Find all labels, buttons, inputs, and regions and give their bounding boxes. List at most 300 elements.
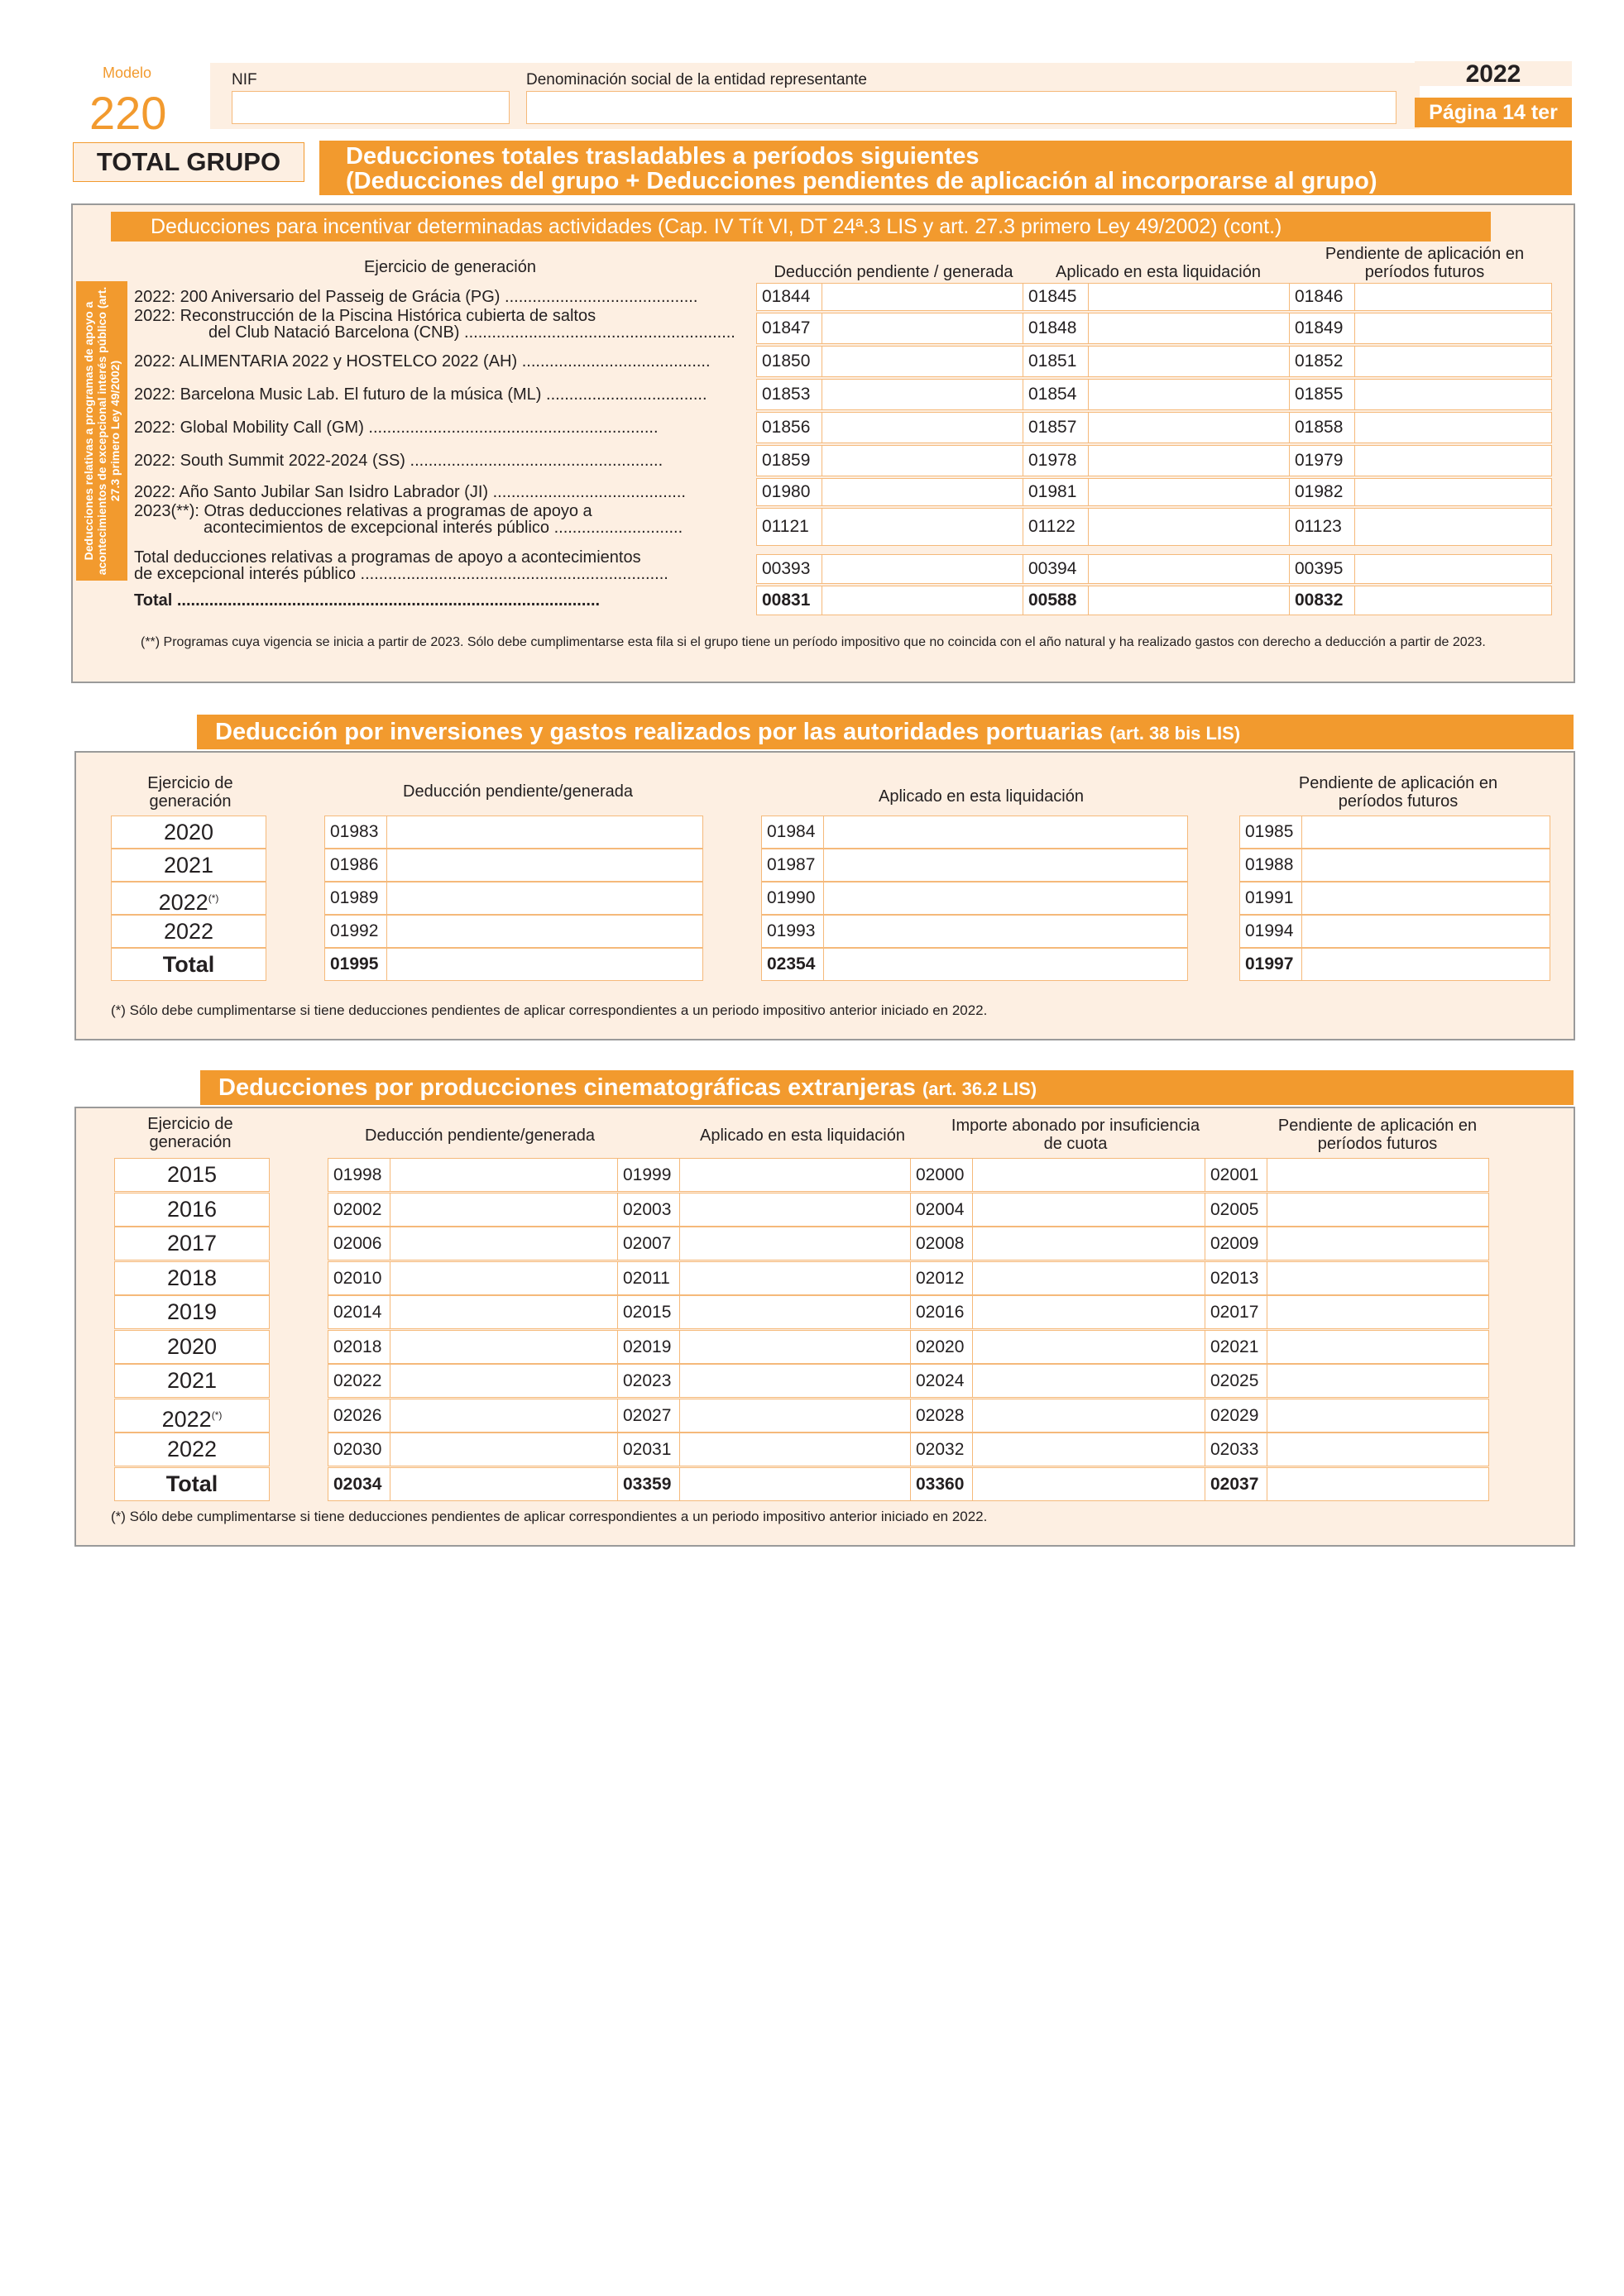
amount-field[interactable] bbox=[761, 849, 1188, 882]
amount-input[interactable] bbox=[822, 413, 1023, 442]
amount-input[interactable] bbox=[390, 1331, 621, 1363]
amount-input[interactable] bbox=[824, 849, 1187, 881]
amount-input[interactable] bbox=[390, 1159, 621, 1191]
section1-note: (**) Programas cuya vigencia se inicia a partir de 2023. Sólo debe cumplimentarse esta fila si el grupo tiene un período impositivo que no coincida con el año natural y ha realizado gastos con derecho a deducción a partir de 2023. bbox=[141, 635, 1486, 649]
amount-field[interactable] bbox=[617, 1330, 913, 1364]
amount-input[interactable] bbox=[822, 313, 1023, 343]
total-grupo-badge: TOTAL GRUPO bbox=[73, 142, 304, 182]
field-code: 00393 bbox=[757, 555, 822, 583]
amount-field[interactable] bbox=[1289, 508, 1552, 546]
amount-field[interactable] bbox=[328, 1295, 622, 1329]
field-code: 02010 bbox=[328, 1262, 390, 1294]
field-code: 02003 bbox=[618, 1193, 680, 1226]
row-label: 2023(**): Otras deducciones relativas a programas de apoyo a bbox=[134, 502, 592, 520]
field-code: 02012 bbox=[911, 1262, 973, 1294]
amount-field[interactable] bbox=[1205, 1193, 1489, 1227]
amount-field[interactable] bbox=[328, 1227, 622, 1260]
amount-input[interactable] bbox=[390, 1468, 621, 1500]
amount-field[interactable] bbox=[1239, 882, 1550, 915]
row-label-cont: de excepcional interés público ................................................................... bbox=[134, 565, 668, 583]
amount-input[interactable] bbox=[1302, 883, 1550, 914]
amount-input[interactable] bbox=[973, 1296, 1207, 1328]
amount-input[interactable] bbox=[822, 284, 1023, 310]
amount-input[interactable] bbox=[973, 1159, 1207, 1191]
amount-input[interactable] bbox=[1355, 509, 1551, 545]
amount-field[interactable] bbox=[1023, 586, 1291, 615]
amount-input[interactable] bbox=[973, 1468, 1207, 1500]
field-code: 01850 bbox=[757, 347, 822, 376]
field-code: 01998 bbox=[328, 1159, 390, 1191]
year-label: 2022(*) bbox=[114, 1399, 270, 1433]
field-code: 02024 bbox=[911, 1365, 973, 1397]
amount-field[interactable] bbox=[1205, 1364, 1489, 1398]
field-code: 01123 bbox=[1290, 509, 1355, 545]
amount-input[interactable] bbox=[1267, 1331, 1488, 1363]
amount-input[interactable] bbox=[1355, 347, 1551, 376]
amount-input[interactable] bbox=[1267, 1159, 1488, 1191]
amount-field[interactable] bbox=[761, 948, 1188, 981]
amount-field[interactable] bbox=[1239, 816, 1550, 849]
year-label: Total bbox=[111, 948, 266, 981]
field-code: 02014 bbox=[328, 1296, 390, 1328]
field-code: 01851 bbox=[1023, 347, 1089, 376]
amount-field[interactable] bbox=[328, 1261, 622, 1295]
amount-field[interactable] bbox=[328, 1330, 622, 1364]
amount-field[interactable] bbox=[617, 1193, 913, 1227]
amount-input[interactable] bbox=[973, 1331, 1207, 1363]
field-code: 02020 bbox=[911, 1331, 973, 1363]
section3-col-aplicado: Aplicado en esta liquidación bbox=[700, 1126, 905, 1145]
amount-field[interactable] bbox=[1289, 346, 1552, 377]
amount-field[interactable] bbox=[910, 1433, 1208, 1466]
amount-field[interactable] bbox=[756, 379, 1024, 410]
amount-field[interactable] bbox=[910, 1295, 1208, 1329]
amount-input[interactable] bbox=[1355, 313, 1551, 343]
amount-field[interactable] bbox=[756, 478, 1024, 506]
amount-field[interactable] bbox=[1239, 915, 1550, 948]
amount-input[interactable] bbox=[680, 1433, 913, 1466]
section3-banner-title: Deducciones por producciones cinematográficas extranjeras bbox=[218, 1074, 916, 1101]
amount-input[interactable] bbox=[824, 816, 1187, 848]
field-code: 01853 bbox=[757, 380, 822, 409]
amount-field[interactable] bbox=[1205, 1433, 1489, 1466]
section2-col-pendiente-futuros: Pendiente de aplicación en períodos futuros bbox=[1298, 774, 1498, 811]
amount-input[interactable] bbox=[1089, 446, 1290, 476]
amount-input[interactable] bbox=[1355, 586, 1551, 615]
nif-label: NIF bbox=[232, 71, 257, 88]
field-code: 01848 bbox=[1023, 313, 1089, 343]
year-label: 2018 bbox=[114, 1261, 270, 1295]
amount-input[interactable] bbox=[1089, 479, 1290, 505]
amount-field[interactable] bbox=[910, 1193, 1208, 1227]
amount-field[interactable] bbox=[1023, 445, 1291, 476]
amount-input[interactable] bbox=[1089, 555, 1290, 583]
amount-input[interactable] bbox=[1267, 1296, 1488, 1328]
amount-field[interactable] bbox=[1023, 379, 1291, 410]
page-title-line1: Deducciones totales trasladables a períodos siguientes bbox=[346, 143, 980, 170]
amount-field[interactable] bbox=[617, 1261, 913, 1295]
amount-field[interactable] bbox=[756, 554, 1024, 584]
amount-input[interactable] bbox=[390, 1193, 621, 1226]
amount-input[interactable] bbox=[822, 509, 1023, 545]
amount-field[interactable] bbox=[756, 445, 1024, 476]
row-label: 2022: Global Mobility Call (GM) ............................................................... bbox=[134, 419, 659, 437]
modelo-label: Modelo bbox=[103, 65, 152, 81]
year-label: 2020 bbox=[114, 1330, 270, 1364]
amount-input[interactable] bbox=[680, 1331, 913, 1363]
amount-input[interactable] bbox=[1267, 1262, 1488, 1294]
amount-field[interactable] bbox=[1289, 379, 1552, 410]
field-code: 03360 bbox=[911, 1468, 973, 1500]
amount-field[interactable] bbox=[324, 948, 703, 981]
amount-input[interactable] bbox=[1355, 479, 1551, 505]
amount-input[interactable] bbox=[1089, 586, 1290, 615]
amount-field[interactable] bbox=[1023, 554, 1291, 584]
section2-col-pendiente-generada: Deducción pendiente/generada bbox=[403, 782, 633, 801]
amount-field[interactable] bbox=[910, 1330, 1208, 1364]
field-code: 00588 bbox=[1023, 586, 1089, 615]
field-code: 01847 bbox=[757, 313, 822, 343]
field-code: 01978 bbox=[1023, 446, 1089, 476]
amount-input[interactable] bbox=[387, 949, 702, 980]
section2-col-ejercicio: Ejercicio de generación bbox=[147, 774, 233, 811]
amount-input[interactable] bbox=[387, 883, 702, 914]
field-code: 01858 bbox=[1290, 413, 1355, 442]
row-label: Total deducciones relativas a programas de apoyo a acontecimientos bbox=[134, 548, 641, 567]
field-code: 02017 bbox=[1205, 1296, 1267, 1328]
field-code: 01844 bbox=[757, 284, 822, 310]
row-label: 2022: Año Santo Jubilar San Isidro Labrador (JI) .......................................... bbox=[134, 483, 686, 501]
amount-input[interactable] bbox=[973, 1227, 1207, 1260]
row-label-cont: acontecimientos de excepcional interés público ............................ bbox=[204, 519, 683, 537]
field-code: 01987 bbox=[762, 849, 824, 881]
amount-input[interactable] bbox=[1267, 1433, 1488, 1466]
field-code: 01995 bbox=[325, 949, 387, 980]
amount-field[interactable] bbox=[756, 586, 1024, 615]
field-code: 01854 bbox=[1023, 380, 1089, 409]
field-code: 01982 bbox=[1290, 479, 1355, 505]
amount-field[interactable] bbox=[1205, 1467, 1489, 1501]
section1-col-ejercicio: Ejercicio de generación bbox=[364, 258, 536, 276]
section3-col-pendiente-generada: Deducción pendiente/generada bbox=[365, 1126, 595, 1145]
field-code: 01983 bbox=[325, 816, 387, 848]
amount-input[interactable] bbox=[1302, 916, 1550, 947]
amount-field[interactable] bbox=[1023, 412, 1291, 443]
amount-input[interactable] bbox=[390, 1296, 621, 1328]
field-code: 02031 bbox=[618, 1433, 680, 1466]
row-label: 2022: ALIMENTARIA 2022 y HOSTELCO 2022 (AH) ......................................... bbox=[134, 352, 711, 371]
amount-input[interactable] bbox=[973, 1262, 1207, 1294]
amount-input[interactable] bbox=[1267, 1227, 1488, 1260]
amount-field[interactable] bbox=[910, 1364, 1208, 1398]
field-code: 01989 bbox=[325, 883, 387, 914]
field-code: 01121 bbox=[757, 509, 822, 545]
amount-field[interactable] bbox=[756, 346, 1024, 377]
field-code: 02030 bbox=[328, 1433, 390, 1466]
amount-input[interactable] bbox=[1267, 1193, 1488, 1226]
amount-input[interactable] bbox=[822, 555, 1023, 583]
section1-col-aplicado: Aplicado en esta liquidación bbox=[1056, 263, 1261, 281]
field-code: 01985 bbox=[1240, 816, 1302, 848]
section1-banner: Deducciones para incentivar determinadas actividades (Cap. IV Tít VI, DT 24ª.3 LIS y art. 27.3 primero Ley 49/2002) (cont.) bbox=[111, 212, 1491, 242]
amount-field[interactable] bbox=[756, 313, 1024, 344]
field-code: 02021 bbox=[1205, 1331, 1267, 1363]
field-code: 02018 bbox=[328, 1331, 390, 1363]
field-code: 02019 bbox=[618, 1331, 680, 1363]
field-code: 02002 bbox=[328, 1193, 390, 1226]
field-code: 01849 bbox=[1290, 313, 1355, 343]
field-code: 02011 bbox=[618, 1262, 680, 1294]
nif-field[interactable] bbox=[232, 91, 510, 124]
row-label: 2022: 200 Aniversario del Passeig de Grácia (PG) .......................................... bbox=[134, 288, 698, 306]
amount-field[interactable] bbox=[1289, 445, 1552, 476]
section3-col-pendiente-futuros: Pendiente de aplicación en períodos futuros bbox=[1277, 1117, 1478, 1153]
amount-input[interactable] bbox=[1267, 1399, 1488, 1432]
section1-col-pendiente-futuros: Pendiente de aplicación en períodos futuros bbox=[1325, 245, 1525, 281]
year-label: 2022(*) bbox=[111, 882, 266, 915]
field-code: 02004 bbox=[911, 1193, 973, 1226]
amount-field[interactable] bbox=[756, 508, 1024, 546]
year-label: 2016 bbox=[114, 1193, 270, 1227]
amount-input[interactable] bbox=[680, 1365, 913, 1397]
section1-side-label: Deducciones relativas a programas de apoyo a acontecimientos de excepcional interés público (art. 27.3 primero Ley 49/2002) bbox=[76, 281, 127, 581]
amount-field[interactable] bbox=[1289, 478, 1552, 506]
field-code: 01990 bbox=[762, 883, 824, 914]
field-code: 01994 bbox=[1240, 916, 1302, 947]
amount-field[interactable] bbox=[328, 1399, 622, 1433]
field-code: 02029 bbox=[1205, 1399, 1267, 1432]
section3-col-ejercicio: Ejercicio de generación bbox=[147, 1115, 233, 1151]
amount-input[interactable] bbox=[390, 1399, 621, 1432]
field-code: 02028 bbox=[911, 1399, 973, 1432]
year-label: Total bbox=[114, 1467, 270, 1501]
amount-field[interactable] bbox=[328, 1467, 622, 1501]
field-code: 01992 bbox=[325, 916, 387, 947]
amount-field[interactable] bbox=[1205, 1295, 1489, 1329]
amount-input[interactable] bbox=[1089, 380, 1290, 409]
field-code: 01991 bbox=[1240, 883, 1302, 914]
year-label: 2022 bbox=[114, 1433, 270, 1466]
section2-note: (*) Sólo debe cumplimentarse si tiene deducciones pendientes de aplicar correspondientes a un periodo impositivo anterior iniciado en 2022. bbox=[111, 1002, 988, 1018]
amount-field[interactable] bbox=[761, 915, 1188, 948]
field-code: 03359 bbox=[618, 1468, 680, 1500]
amount-input[interactable] bbox=[824, 916, 1187, 947]
field-code: 02001 bbox=[1205, 1159, 1267, 1191]
amount-field[interactable] bbox=[1289, 586, 1552, 615]
amount-field[interactable] bbox=[756, 283, 1024, 311]
amount-field[interactable] bbox=[617, 1227, 913, 1260]
amount-input[interactable] bbox=[1267, 1468, 1488, 1500]
amount-input[interactable] bbox=[822, 380, 1023, 409]
field-code: 02013 bbox=[1205, 1262, 1267, 1294]
amount-input[interactable] bbox=[973, 1399, 1207, 1432]
field-code: 02016 bbox=[911, 1296, 973, 1328]
field-code: 02025 bbox=[1205, 1365, 1267, 1397]
field-code: 01852 bbox=[1290, 347, 1355, 376]
amount-input[interactable] bbox=[680, 1227, 913, 1260]
amount-input[interactable] bbox=[822, 586, 1023, 615]
amount-field[interactable] bbox=[1289, 313, 1552, 344]
amount-input[interactable] bbox=[680, 1159, 913, 1191]
amount-field[interactable] bbox=[617, 1158, 913, 1192]
amount-input[interactable] bbox=[1089, 413, 1290, 442]
amount-input[interactable] bbox=[680, 1193, 913, 1226]
amount-field[interactable] bbox=[617, 1295, 913, 1329]
amount-field[interactable] bbox=[328, 1364, 622, 1398]
amount-field[interactable] bbox=[910, 1227, 1208, 1260]
amount-field[interactable] bbox=[1289, 554, 1552, 584]
amount-input[interactable] bbox=[1302, 849, 1550, 881]
amount-field[interactable] bbox=[1205, 1261, 1489, 1295]
amount-field[interactable] bbox=[761, 816, 1188, 849]
field-code: 01999 bbox=[618, 1159, 680, 1191]
amount-input[interactable] bbox=[1355, 555, 1551, 583]
field-code: 01981 bbox=[1023, 479, 1089, 505]
field-code: 02006 bbox=[328, 1227, 390, 1260]
amount-input[interactable] bbox=[1267, 1365, 1488, 1397]
amount-input[interactable] bbox=[1089, 347, 1290, 376]
amount-input[interactable] bbox=[680, 1296, 913, 1328]
amount-input[interactable] bbox=[822, 479, 1023, 505]
amount-input[interactable] bbox=[680, 1468, 913, 1500]
amount-input[interactable] bbox=[1089, 284, 1290, 310]
row-label: 2022: Barcelona Music Lab. El futuro de la música (ML) ................................... bbox=[134, 385, 707, 404]
year-label: 2021 bbox=[111, 849, 266, 882]
field-code: 00832 bbox=[1290, 586, 1355, 615]
field-code: 02007 bbox=[618, 1227, 680, 1260]
field-code: 02009 bbox=[1205, 1227, 1267, 1260]
year-label: 2019 bbox=[114, 1295, 270, 1329]
amount-field[interactable] bbox=[617, 1364, 913, 1398]
field-code: 01984 bbox=[762, 816, 824, 848]
amount-input[interactable] bbox=[1355, 446, 1551, 476]
amount-field[interactable] bbox=[910, 1399, 1208, 1433]
year-label: 2020 bbox=[111, 816, 266, 849]
amount-input[interactable] bbox=[1355, 284, 1551, 310]
amount-input[interactable] bbox=[1302, 949, 1550, 980]
amount-input[interactable] bbox=[824, 949, 1187, 980]
field-code: 02022 bbox=[328, 1365, 390, 1397]
amount-input[interactable] bbox=[1089, 313, 1290, 343]
field-code: 01988 bbox=[1240, 849, 1302, 881]
amount-field[interactable] bbox=[328, 1158, 622, 1192]
amount-input[interactable] bbox=[680, 1399, 913, 1432]
amount-input[interactable] bbox=[1355, 380, 1551, 409]
amount-field[interactable] bbox=[1023, 508, 1291, 546]
year-box: 2022 bbox=[1415, 61, 1572, 86]
amount-field[interactable] bbox=[1023, 478, 1291, 506]
amount-field[interactable] bbox=[1289, 412, 1552, 443]
page-number: Página 14 ter bbox=[1415, 98, 1572, 127]
amount-input[interactable] bbox=[1302, 816, 1550, 848]
amount-field[interactable] bbox=[910, 1467, 1208, 1501]
field-code: 01857 bbox=[1023, 413, 1089, 442]
amount-input[interactable] bbox=[1355, 413, 1551, 442]
amount-field[interactable] bbox=[1289, 283, 1552, 311]
field-code: 02034 bbox=[328, 1468, 390, 1500]
amount-input[interactable] bbox=[973, 1433, 1207, 1466]
amount-field[interactable] bbox=[1239, 948, 1550, 981]
field-code: 01855 bbox=[1290, 380, 1355, 409]
amount-field[interactable] bbox=[328, 1193, 622, 1227]
amount-input[interactable] bbox=[390, 1433, 621, 1466]
amount-field[interactable] bbox=[324, 849, 703, 882]
amount-field[interactable] bbox=[324, 915, 703, 948]
amount-field[interactable] bbox=[761, 882, 1188, 915]
amount-input[interactable] bbox=[822, 446, 1023, 476]
field-code: 00394 bbox=[1023, 555, 1089, 583]
page-title-banner bbox=[319, 141, 1572, 195]
denominacion-field[interactable] bbox=[526, 91, 1396, 124]
field-code: 01846 bbox=[1290, 284, 1355, 310]
amount-input[interactable] bbox=[387, 916, 702, 947]
amount-field[interactable] bbox=[617, 1399, 913, 1433]
amount-field[interactable] bbox=[910, 1158, 1208, 1192]
amount-field[interactable] bbox=[1205, 1330, 1489, 1364]
field-code: 00395 bbox=[1290, 555, 1355, 583]
field-code: 02027 bbox=[618, 1399, 680, 1432]
amount-field[interactable] bbox=[324, 882, 703, 915]
field-code: 02015 bbox=[618, 1296, 680, 1328]
amount-field[interactable] bbox=[328, 1433, 622, 1466]
row-label: 2022: Reconstrucción de la Piscina Histórica cubierta de saltos bbox=[134, 307, 596, 325]
section2-banner-title: Deducción por inversiones y gastos realizados por las autoridades portuarias bbox=[215, 719, 1104, 745]
field-code: 02008 bbox=[911, 1227, 973, 1260]
amount-field[interactable] bbox=[1023, 346, 1291, 377]
field-code: 01980 bbox=[757, 479, 822, 505]
field-code: 01993 bbox=[762, 916, 824, 947]
amount-field[interactable] bbox=[1239, 849, 1550, 882]
field-code: 02037 bbox=[1205, 1468, 1267, 1500]
amount-field[interactable] bbox=[1205, 1399, 1489, 1433]
amount-field[interactable] bbox=[324, 816, 703, 849]
amount-field[interactable] bbox=[617, 1467, 913, 1501]
amount-input[interactable] bbox=[387, 849, 702, 881]
amount-field[interactable] bbox=[1023, 283, 1291, 311]
amount-input[interactable] bbox=[390, 1365, 621, 1397]
amount-input[interactable] bbox=[680, 1262, 913, 1294]
field-code: 02026 bbox=[328, 1399, 390, 1432]
amount-input[interactable] bbox=[390, 1262, 621, 1294]
field-code: 02000 bbox=[911, 1159, 973, 1191]
field-code: 01845 bbox=[1023, 284, 1089, 310]
amount-field[interactable] bbox=[756, 412, 1024, 443]
amount-field[interactable] bbox=[910, 1261, 1208, 1295]
amount-input[interactable] bbox=[390, 1227, 621, 1260]
amount-input[interactable] bbox=[387, 816, 702, 848]
page-title-line2: (Deducciones del grupo + Deducciones pendientes de aplicación al incorporarse al grupo) bbox=[346, 168, 1377, 194]
year-label: 2022 bbox=[111, 915, 266, 948]
amount-field[interactable] bbox=[617, 1433, 913, 1466]
amount-input[interactable] bbox=[973, 1193, 1207, 1226]
section3-banner bbox=[200, 1070, 1574, 1105]
amount-input[interactable] bbox=[824, 883, 1187, 914]
amount-field[interactable] bbox=[1023, 313, 1291, 344]
year-label: 2021 bbox=[114, 1364, 270, 1398]
field-code: 01997 bbox=[1240, 949, 1302, 980]
amount-field[interactable] bbox=[1205, 1158, 1489, 1192]
field-code: 01856 bbox=[757, 413, 822, 442]
field-code: 02005 bbox=[1205, 1193, 1267, 1226]
year-label: 2015 bbox=[114, 1158, 270, 1192]
section3-col-importe: Importe abonado por insuficiencia de cuota bbox=[951, 1117, 1200, 1153]
section1-col-pendiente-generada: Deducción pendiente / generada bbox=[774, 263, 1013, 281]
amount-input[interactable] bbox=[973, 1365, 1207, 1397]
denominacion-label: Denominación social de la entidad representante bbox=[526, 71, 867, 88]
amount-input[interactable] bbox=[822, 347, 1023, 376]
amount-field[interactable] bbox=[1205, 1227, 1489, 1260]
amount-input[interactable] bbox=[1089, 509, 1290, 545]
